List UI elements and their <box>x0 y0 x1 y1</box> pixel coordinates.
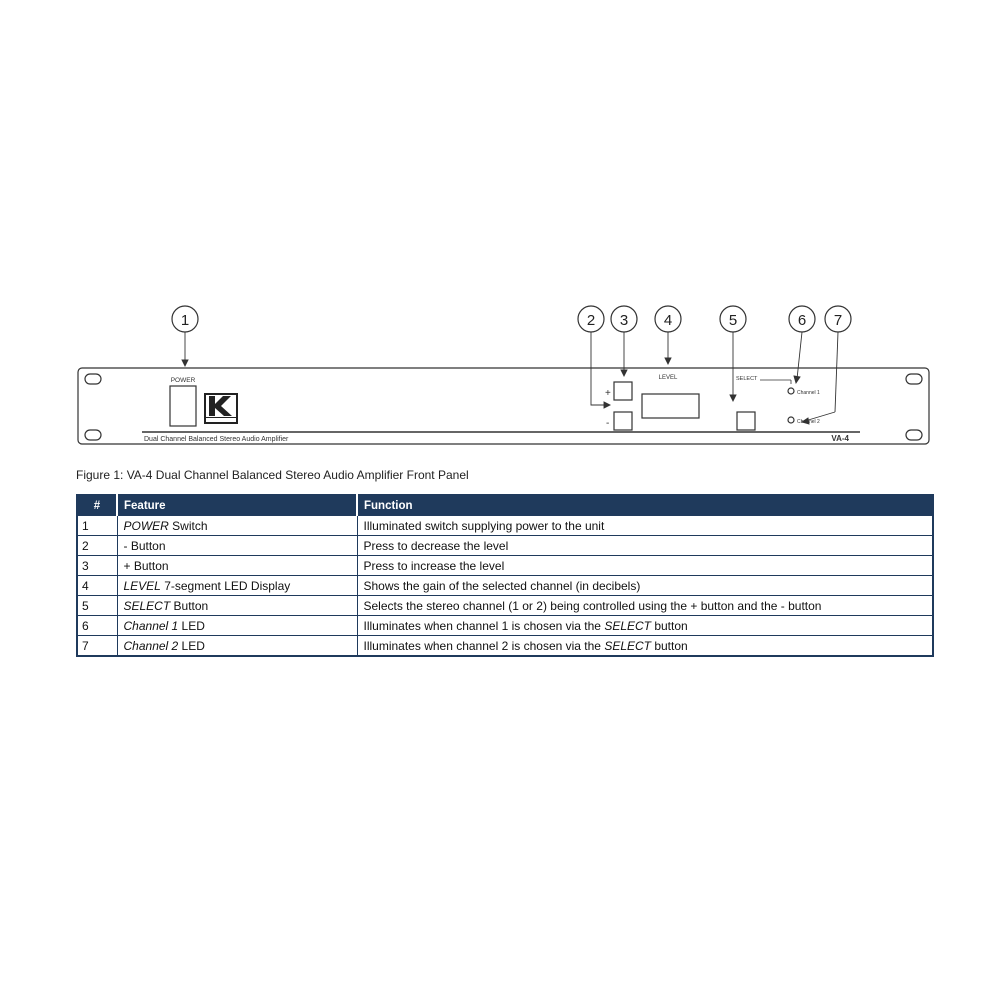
arrowhead-4 <box>665 358 671 364</box>
feature-text: 7-segment LED Display <box>160 578 291 593</box>
plus-label: + <box>605 388 611 399</box>
function-text: Illuminates when channel 1 is chosen via the <box>363 618 605 633</box>
header-num: # <box>77 495 117 516</box>
table-row <box>77 616 933 636</box>
function-text: Illuminated switch supplying power to the unit <box>363 518 605 533</box>
select-label: SELECT <box>736 376 758 382</box>
row-function <box>357 636 933 657</box>
front-panel-diagram <box>0 300 1000 460</box>
arrowhead-6 <box>794 376 800 383</box>
function-tail: button <box>651 618 688 633</box>
table-row <box>77 516 933 536</box>
function-text: Illuminates when channel 2 is chosen via the <box>363 638 605 653</box>
callout-number-3: 3 <box>619 312 629 329</box>
function-text: Shows the gain of the selected channel (in decibels) <box>363 578 641 593</box>
arrowhead-2 <box>604 402 610 408</box>
table-row <box>77 596 933 616</box>
row-feature <box>117 596 357 616</box>
plus-button <box>614 382 632 400</box>
feature-text: + Button <box>123 558 169 573</box>
callout-number-4: 4 <box>663 312 673 329</box>
rack-hole-bottom-right <box>906 430 922 440</box>
row-num: 4 <box>77 576 117 596</box>
channel-1-label: Channel 1 <box>797 390 820 396</box>
row-feature <box>117 636 357 657</box>
figure-caption: Figure 1: VA-4 Dual Channel Balanced Stereo Audio Amplifier Front Panel <box>76 468 469 482</box>
function-text: Press to increase the level <box>363 558 505 573</box>
row-function <box>357 616 933 636</box>
row-num: 1 <box>77 516 117 536</box>
feature-text: Switch <box>168 518 208 533</box>
kramer-logo <box>204 393 238 424</box>
arrowhead-5 <box>730 395 736 401</box>
callout-number-1: 1 <box>180 312 190 329</box>
feature-emphasis: POWER <box>123 518 169 533</box>
function-emphasis: SELECT <box>604 618 651 633</box>
header-feature: Feature <box>117 495 357 516</box>
row-function <box>357 536 933 556</box>
rack-hole-top-left <box>85 374 101 384</box>
callout-number-2: 2 <box>586 312 596 329</box>
minus-label: - <box>606 418 610 429</box>
arrowhead-3 <box>621 370 627 376</box>
function-tail: button <box>651 638 688 653</box>
feature-emphasis: Channel 2 <box>123 638 179 653</box>
power-label: POWER <box>170 377 196 384</box>
table-header-row <box>77 495 933 516</box>
feature-emphasis: SELECT <box>123 598 171 613</box>
feature-emphasis: LEVEL <box>123 578 161 593</box>
row-num: 3 <box>77 556 117 576</box>
arrowhead-1 <box>182 360 188 366</box>
row-feature <box>117 576 357 596</box>
row-feature <box>117 556 357 576</box>
function-emphasis: SELECT <box>604 638 651 653</box>
table-row <box>77 636 933 657</box>
level-display <box>642 394 699 418</box>
row-feature <box>117 536 357 556</box>
row-num: 2 <box>77 536 117 556</box>
row-function <box>357 516 933 536</box>
table-row <box>77 576 933 596</box>
row-function <box>357 596 933 616</box>
channel-2-label: Channel 2 <box>797 419 820 425</box>
level-label: LEVEL <box>658 375 678 381</box>
function-text: Selects the stereo channel (1 or 2) being controlled using the + button and the - button <box>363 598 822 613</box>
minus-button <box>614 412 632 430</box>
table-row <box>77 556 933 576</box>
row-feature <box>117 616 357 636</box>
rack-hole-bottom-left <box>85 430 101 440</box>
row-num: 7 <box>77 636 117 657</box>
select-button <box>737 412 755 430</box>
row-num: 6 <box>77 616 117 636</box>
rack-hole-top-right <box>906 374 922 384</box>
header-function: Function <box>357 495 933 516</box>
callout-number-5: 5 <box>728 312 738 329</box>
callout-number-7: 7 <box>833 312 843 329</box>
table-row <box>77 536 933 556</box>
feature-text: Button <box>170 598 209 613</box>
row-num: 5 <box>77 596 117 616</box>
product-description-label: Dual Channel Balanced Stereo Audio Amplifier <box>144 436 289 443</box>
channel-2-led <box>788 417 794 423</box>
row-function <box>357 576 933 596</box>
row-function <box>357 556 933 576</box>
channel-1-led <box>788 388 794 394</box>
row-feature <box>117 516 357 536</box>
feature-emphasis: Channel 1 <box>123 618 179 633</box>
function-text: Press to decrease the level <box>363 538 509 553</box>
power-switch <box>170 386 196 426</box>
leader-line-7 <box>835 332 838 412</box>
leader-line-6 <box>797 332 802 379</box>
feature-text: - Button <box>123 538 166 553</box>
feature-text: LED <box>178 638 205 653</box>
feature-text: LED <box>178 618 205 633</box>
model-label: VA-4 <box>831 434 849 443</box>
callout-number-6: 6 <box>797 312 807 329</box>
feature-table <box>76 494 934 657</box>
